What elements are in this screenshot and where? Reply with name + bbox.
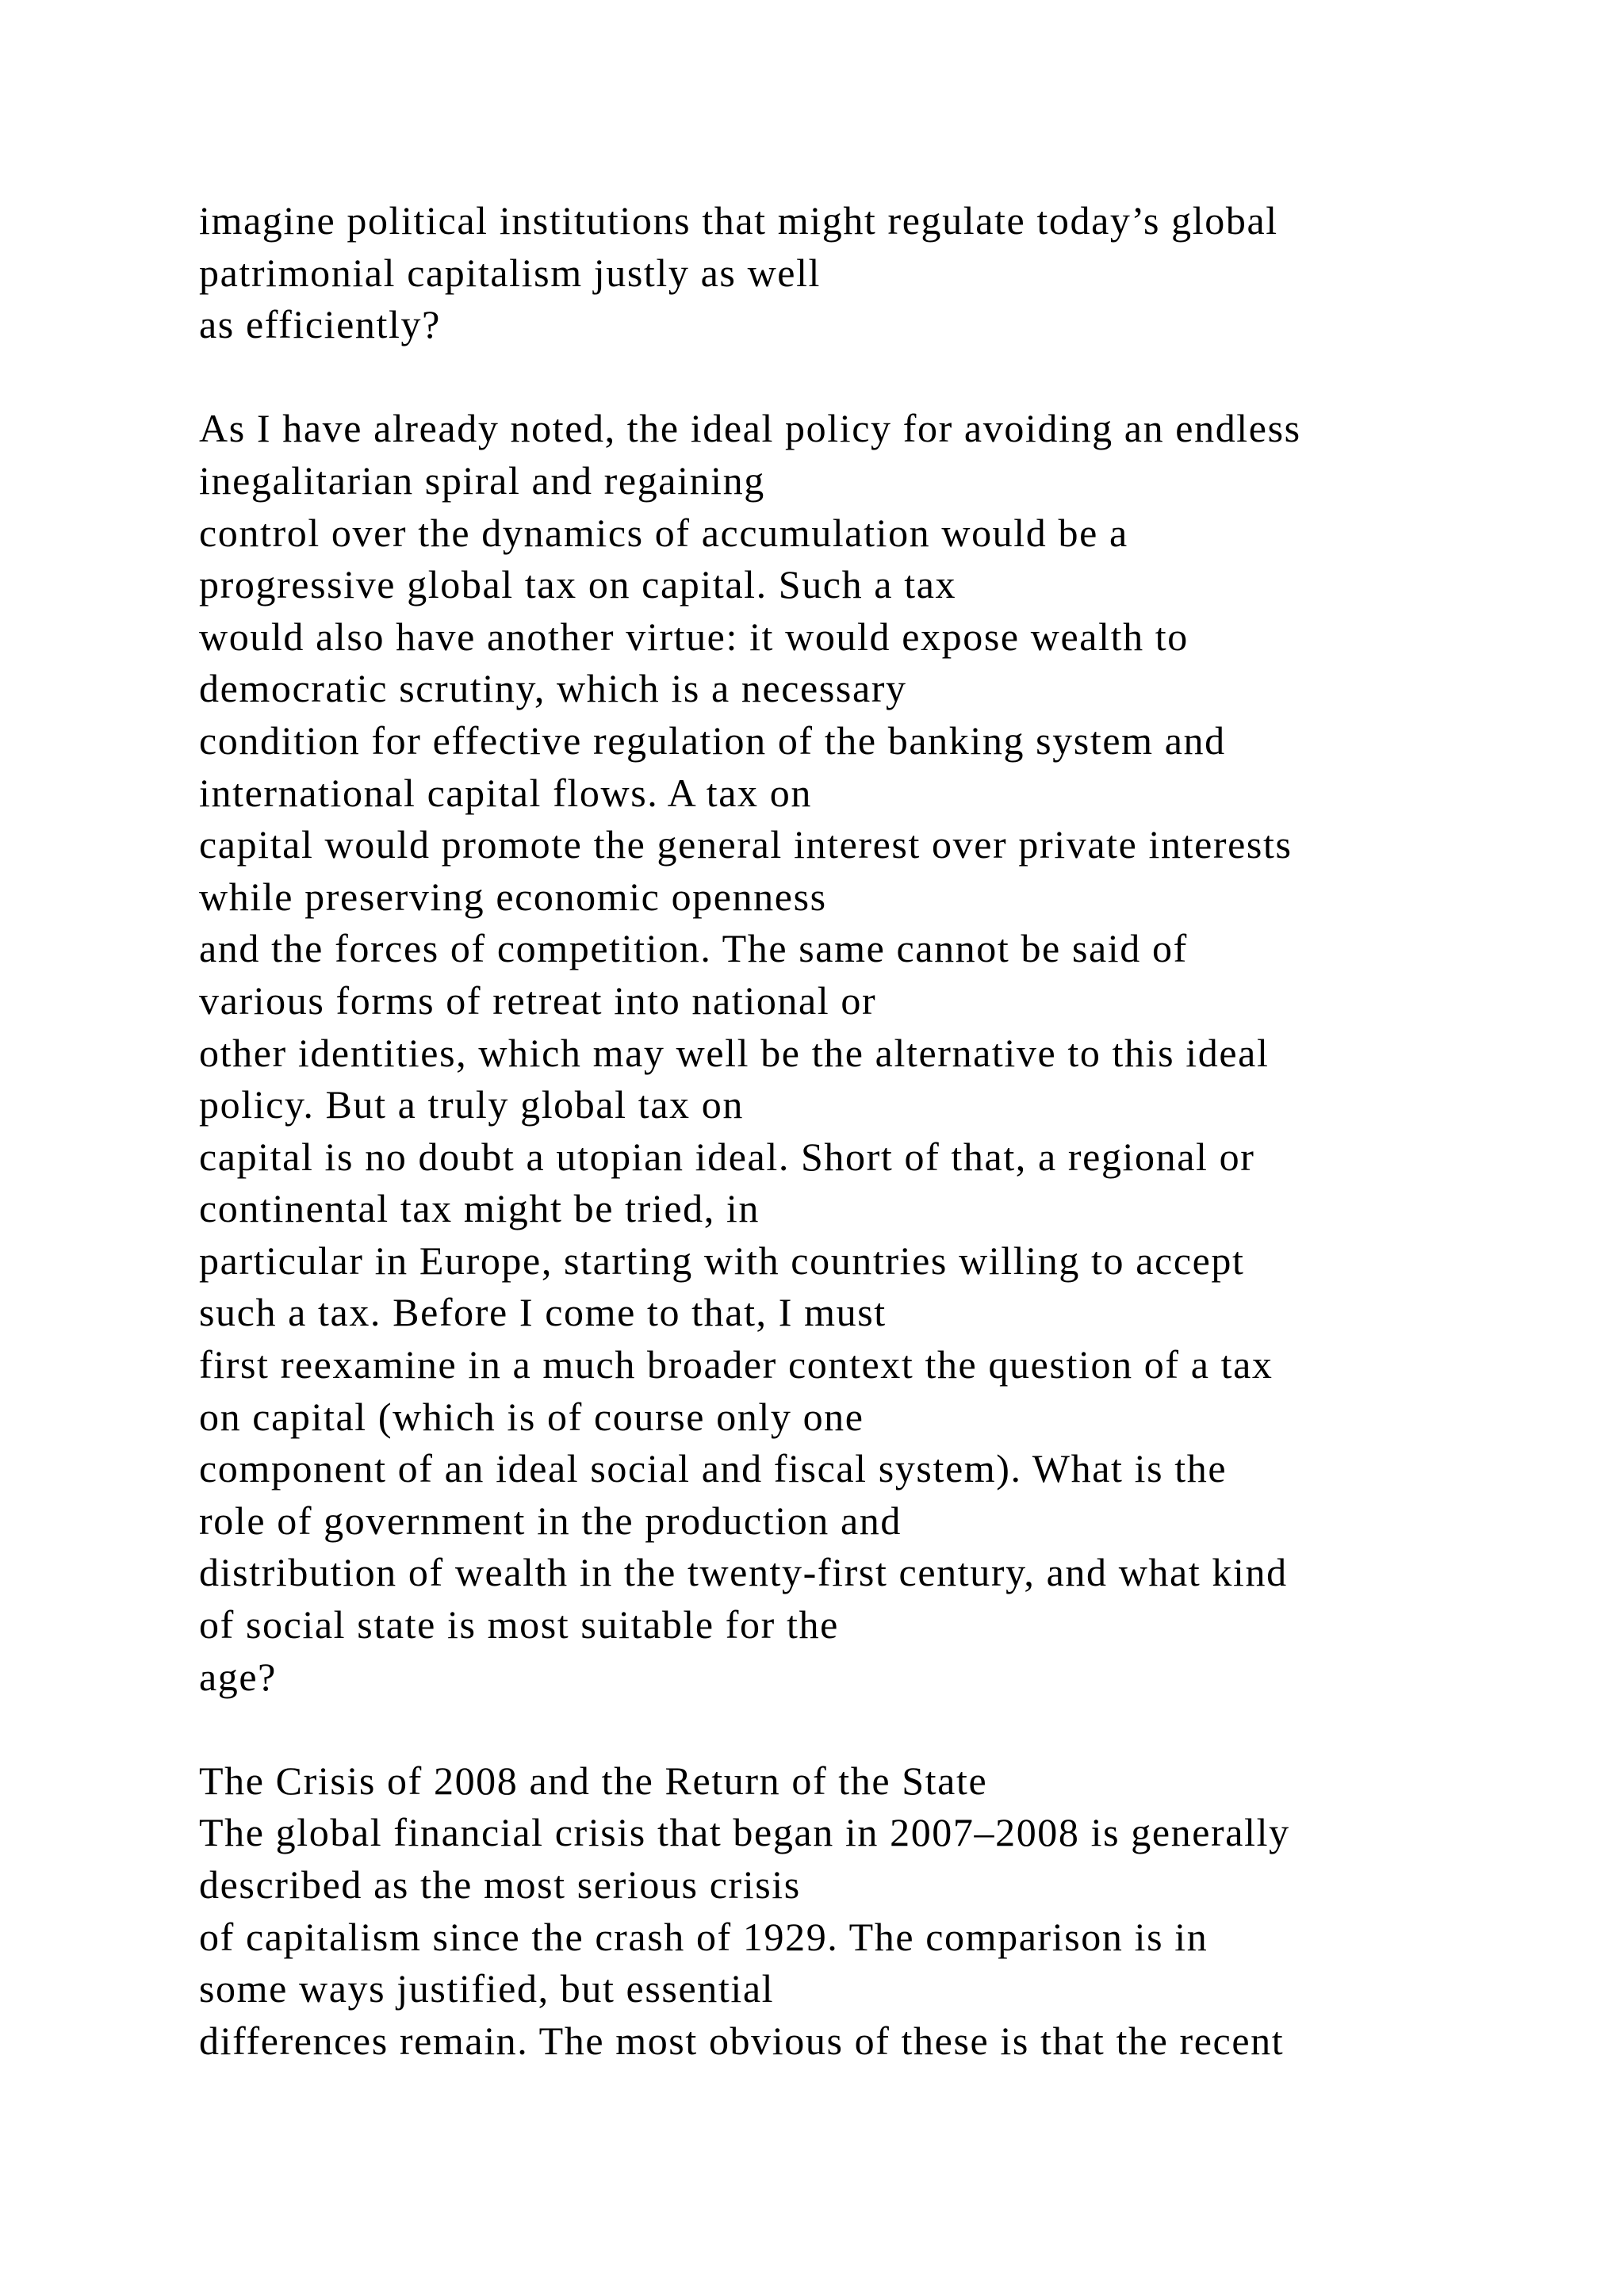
text-line: other identities, which may well be the alternative to this ideal [199, 1030, 1270, 1075]
paragraph-gap [199, 1703, 1507, 1755]
text-line: capital would promote the general interest over private interests [199, 822, 1293, 867]
text-line: various forms of retreat into national or [199, 978, 877, 1023]
text-line: condition for effective regulation of the banking system and [199, 718, 1226, 763]
text-line: while preserving economic openness [199, 874, 827, 919]
text-line: democratic scrutiny, which is a necessary [199, 666, 907, 711]
text-line: differences remain. The most obvious of these is that the recent [199, 2018, 1285, 2063]
text-line: particular in Europe, starting with countries willing to accept [199, 1238, 1245, 1283]
text-line: continental tax might be tried, in [199, 1186, 760, 1231]
text-line: international capital flows. A tax on [199, 770, 812, 815]
paragraph [199, 1755, 1507, 2068]
paragraph [199, 403, 1507, 1703]
text-line: would also have another virtue: it would expose wealth to [199, 614, 1189, 659]
text-line: component of an ideal social and fiscal system). What is the [199, 1446, 1228, 1491]
text-line: As I have already noted, the ideal policy for avoiding an endless [199, 406, 1301, 451]
document-body [199, 195, 1507, 2067]
text-line: The global financial crisis that began in 2007–2008 is generally [199, 1810, 1290, 1855]
text-line: of social state is most suitable for the [199, 1602, 839, 1647]
text-line: first reexamine in a much broader context the question of a tax [199, 1342, 1274, 1387]
text-line: distribution of wealth in the twenty-first century, and what kind [199, 1550, 1288, 1595]
text-line: capital is no doubt a utopian ideal. Short of that, a regional or [199, 1134, 1255, 1179]
text-line: patrimonial capitalism justly as well [199, 250, 822, 295]
text-line: policy. But a truly global tax on [199, 1082, 744, 1127]
text-line: described as the most serious crisis [199, 1862, 801, 1907]
text-line: on capital (which is of course only one [199, 1394, 864, 1439]
text-line: control over the dynamics of accumulation would be a [199, 510, 1128, 555]
text-line: imagine political institutions that might regulate today’s global [199, 198, 1278, 243]
text-line: and the forces of competition. The same cannot be said of [199, 926, 1188, 971]
text-line: The Crisis of 2008 and the Return of the State [199, 1758, 988, 1803]
text-line: some ways justified, but essential [199, 1966, 775, 2011]
text-line: role of government in the production and [199, 1498, 902, 1543]
text-line: such a tax. Before I come to that, I must [199, 1290, 887, 1335]
text-line: inegalitarian spiral and regaining [199, 457, 765, 503]
text-line: of capitalism since the crash of 1929. The comparison is in [199, 1914, 1208, 1959]
text-line: as efficiently? [199, 302, 441, 347]
paragraph [199, 195, 1507, 351]
text-line: age? [199, 1654, 277, 1699]
text-line: progressive global tax on capital. Such a tax [199, 562, 957, 607]
paragraph-gap [199, 351, 1507, 404]
